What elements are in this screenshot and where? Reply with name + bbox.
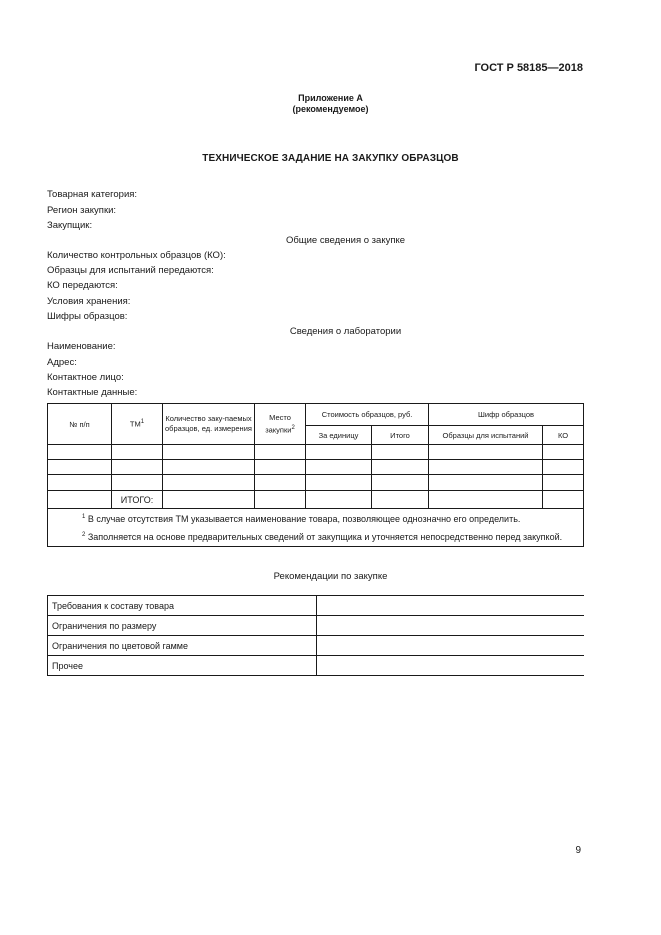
appendix-heading [0, 93, 661, 115]
header-place: Место закупки$^2$ [255, 404, 306, 445]
table-cell[interactable] [306, 475, 372, 491]
header-tm: $ТМ^1$ [112, 404, 163, 445]
table-cell[interactable] [372, 460, 429, 475]
rec-value[interactable] [317, 636, 584, 656]
rec-value[interactable] [317, 616, 584, 636]
field-sample-codes: Шифры образцов: [47, 311, 128, 322]
table-cell[interactable] [255, 445, 306, 460]
table-notes [48, 509, 584, 547]
appendix-title: Приложение А [298, 93, 363, 103]
table-cell[interactable] [112, 445, 163, 460]
table-cell[interactable] [429, 475, 543, 491]
field-lab-address: Адрес: [47, 357, 77, 368]
table-cell[interactable] [306, 491, 372, 509]
table-cell[interactable] [48, 460, 112, 475]
header-code: Шифр образцов [429, 404, 584, 426]
table-cell[interactable] [429, 460, 543, 475]
field-test-samples-transfer: Образцы для испытаний передаются: [47, 265, 214, 276]
rec-label: Прочее [48, 656, 317, 676]
table-cell[interactable] [306, 445, 372, 460]
rec-value[interactable] [317, 656, 584, 676]
rec-label: Требования к составу товара [48, 596, 317, 616]
table-row [48, 475, 584, 491]
table-row [48, 445, 584, 460]
rec-label: Ограничения по цветовой гамме [48, 636, 317, 656]
table-cell[interactable] [48, 491, 112, 509]
field-ko-transfer: КО передаются: [47, 280, 118, 291]
table-cell[interactable] [372, 491, 429, 509]
header-cost: Стоимость образцов, руб. [306, 404, 429, 426]
appendix-subtitle: (рекомендуемое) [292, 104, 369, 114]
table-cell[interactable] [429, 445, 543, 460]
table-cell[interactable] [543, 475, 584, 491]
lab-info-heading: Сведения о лаборатории [289, 326, 402, 337]
field-purchaser: Закупщик: [47, 220, 93, 231]
table-cell[interactable] [543, 491, 584, 509]
notes-row [48, 509, 584, 547]
table-cell[interactable] [48, 475, 112, 491]
table-cell[interactable] [429, 491, 543, 509]
table-cell[interactable] [255, 491, 306, 509]
main-title: ТЕХНИЧЕСКОЕ ЗАДАНИЕ НА ЗАКУПКУ ОБРАЗЦОВ [202, 153, 459, 164]
field-control-samples-qty: Количество контрольных образцов (КО): [47, 250, 226, 261]
header-code-test: Образцы для испытаний [429, 426, 543, 445]
field-contact-details: Контактные данные: [47, 387, 138, 398]
header-num: № п/п [48, 404, 112, 445]
recommendations-table [47, 595, 584, 676]
field-product-category: Товарная категория: [47, 189, 138, 200]
general-info-heading: Общие сведения о закупке [285, 235, 406, 246]
rec-value[interactable] [317, 596, 584, 616]
field-lab-name: Наименование: [47, 341, 116, 352]
rec-label: Ограничения по размеру [48, 616, 317, 636]
table-row [48, 460, 584, 475]
total-label: ИТОГО: [112, 491, 163, 509]
page-number: 9 [575, 845, 581, 856]
header-qty: Количество заку-паемых образцов, ед. измерения [163, 404, 255, 445]
table-cell[interactable] [543, 460, 584, 475]
table-cell[interactable] [163, 445, 255, 460]
table-row [48, 636, 584, 656]
table-cell[interactable] [372, 445, 429, 460]
field-contact-person: Контактное лицо: [47, 372, 124, 383]
table-row [48, 656, 584, 676]
table-cell[interactable] [48, 445, 112, 460]
table-cell[interactable] [372, 475, 429, 491]
table-cell[interactable] [112, 460, 163, 475]
field-purchase-region: Регион закупки: [47, 205, 117, 216]
table-cell[interactable] [163, 491, 255, 509]
table-cell[interactable] [543, 445, 584, 460]
footnote-1: $^1$ В случае отсутствия ТМ указывается наименование товара, позволяющее однозначно его определить. [82, 514, 521, 524]
table-row [48, 596, 584, 616]
header-cost-total: Итого [372, 426, 429, 445]
samples-table [47, 403, 584, 547]
total-row [48, 491, 584, 509]
field-storage-conditions: Условия хранения: [47, 296, 131, 307]
table-cell[interactable] [306, 460, 372, 475]
header-cost-unit: За единицу [306, 426, 372, 445]
table-cell[interactable] [163, 460, 255, 475]
table-row [48, 616, 584, 636]
recommendations-heading: Рекомендации по закупке [273, 571, 388, 582]
table-cell[interactable] [255, 475, 306, 491]
table-cell[interactable] [255, 460, 306, 475]
header-code-ko: КО [543, 426, 584, 445]
document-code: ГОСТ Р 58185—2018 [474, 62, 583, 74]
table-cell[interactable] [163, 475, 255, 491]
footnote-2: $^2$ Заполняется на основе предварительных сведений от закупщика и уточняется непосредственно перед закупкой. [82, 532, 563, 542]
table-cell[interactable] [112, 475, 163, 491]
